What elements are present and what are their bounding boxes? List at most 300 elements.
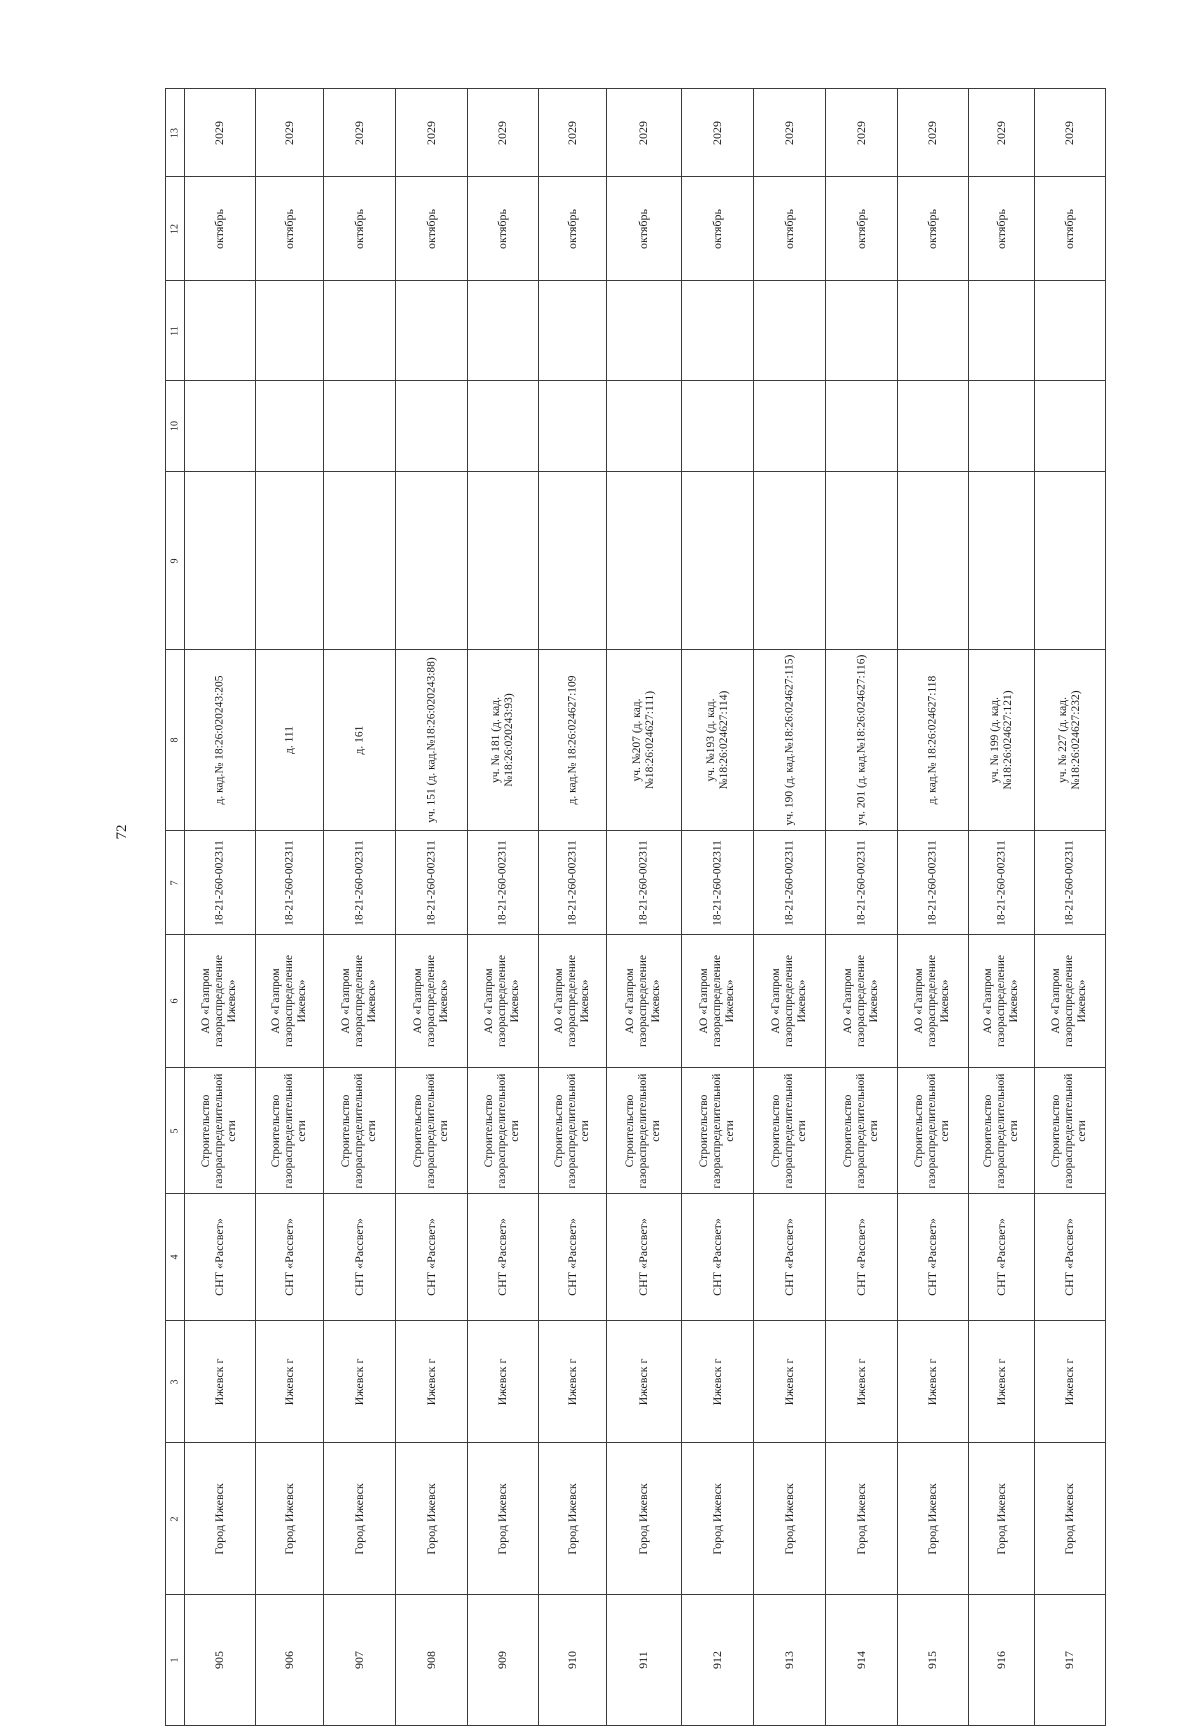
table-cell (969, 1194, 1035, 1321)
table-cell (185, 1321, 256, 1443)
table-cell (969, 650, 1035, 831)
table-cell (256, 831, 324, 935)
table-cell (468, 1443, 539, 1595)
table-cell (826, 177, 898, 281)
table-cell (185, 177, 256, 281)
cell-year: 2029 (495, 120, 510, 145)
cell-address: д. кад.№ 18:26:024627:109 (565, 675, 578, 805)
table-cell (185, 650, 256, 831)
column-number: 10 (169, 421, 181, 431)
table-cell (468, 1068, 539, 1194)
table-cell (754, 1321, 826, 1443)
cell-year: 2029 (351, 120, 366, 145)
table-cell (468, 1194, 539, 1321)
table-cell (826, 1321, 898, 1443)
cell-row-number: 910 (564, 1651, 579, 1669)
document-table (165, 88, 1106, 1726)
table-cell (969, 935, 1035, 1068)
table-cell (826, 1194, 898, 1321)
cell-organization: АО «Газпром газораспределение Ижевск» (411, 954, 451, 1048)
field-row-city (166, 1321, 1106, 1443)
table-cell (1035, 650, 1106, 831)
cell-year: 2029 (636, 120, 651, 145)
cell-month: октябрь (925, 208, 940, 249)
cell-district: Город Ижевск (925, 1482, 940, 1555)
cell-address: уч. № 199 (д. кад.№18:26:024627:121) (988, 690, 1014, 790)
table-cell (969, 281, 1035, 381)
table-header-cell (166, 177, 185, 281)
column-number: 5 (169, 1128, 181, 1133)
cell-work-type: Строительство газораспределительной сети (483, 1073, 522, 1188)
cell-work-type: Строительство газораспределительной сети (200, 1073, 239, 1188)
column-number: 13 (169, 127, 181, 138)
table-cell (1035, 381, 1106, 472)
cell-city: Ижевск г (281, 1358, 296, 1405)
table-cell (969, 381, 1035, 472)
field-row-col-10 (166, 381, 1106, 472)
table-cell (185, 472, 256, 650)
cell-settlement: СНТ «Рассвет» (423, 1218, 438, 1296)
table-cell (682, 1321, 754, 1443)
table-cell (607, 935, 682, 1068)
table-cell (607, 472, 682, 650)
cell-code: 18-21-260-002311 (926, 839, 939, 926)
cell-organization: АО «Газпром газораспределение Ижевск» (981, 954, 1021, 1048)
table-cell (539, 1068, 607, 1194)
cell-settlement: СНТ «Рассвет» (564, 1218, 579, 1296)
table-cell (607, 89, 682, 177)
cell-year: 2029 (925, 120, 940, 145)
table-cell (324, 177, 396, 281)
cell-code: 18-21-260-002311 (854, 839, 867, 926)
table-cell (607, 1321, 682, 1443)
cell-city: Ижевск г (709, 1358, 724, 1405)
cell-month: октябрь (853, 208, 868, 249)
table-cell (754, 381, 826, 472)
table-cell (754, 1595, 826, 1726)
table-cell (969, 831, 1035, 935)
field-row-address (166, 650, 1106, 831)
table-cell (826, 381, 898, 472)
cell-code: 18-21-260-002311 (994, 839, 1007, 926)
table-cell (468, 831, 539, 935)
cell-district: Город Ижевск (709, 1482, 724, 1555)
table-cell (396, 1068, 468, 1194)
table-cell (607, 1068, 682, 1194)
table-header-cell (166, 1595, 185, 1726)
cell-address: уч. № 181 (д. кад.№18:26:020243:93) (489, 693, 515, 787)
table-cell (396, 935, 468, 1068)
table-cell (607, 281, 682, 381)
table-cell (754, 1194, 826, 1321)
cell-organization: АО «Газпром газораспределение Ижевск» (913, 954, 952, 1048)
table-cell (324, 381, 396, 472)
table-cell (898, 281, 969, 381)
table-cell (682, 650, 754, 831)
table-cell (396, 831, 468, 935)
cell-row-number: 909 (495, 1651, 510, 1669)
table-cell (754, 177, 826, 281)
table-cell (396, 381, 468, 472)
cell-row-number: 906 (281, 1651, 296, 1669)
table-cell (969, 177, 1035, 281)
table-cell (396, 281, 468, 381)
cell-address: д. кад.№ 18:26:024627:118 (926, 675, 939, 805)
table-cell (754, 1068, 826, 1194)
table-cell (539, 831, 607, 935)
table-cell (898, 1321, 969, 1443)
cell-row-number: 913 (781, 1651, 796, 1669)
cell-settlement: СНТ «Рассвет» (212, 1218, 227, 1296)
cell-city: Ижевск г (212, 1358, 227, 1405)
table-cell (539, 1595, 607, 1726)
table-cell (468, 935, 539, 1068)
cell-row-number: 915 (925, 1651, 940, 1669)
table-cell (324, 1321, 396, 1443)
cell-row-number: 914 (853, 1651, 868, 1669)
cell-settlement: СНТ «Рассвет» (781, 1218, 796, 1296)
cell-settlement: СНТ «Рассвет» (709, 1218, 724, 1296)
table-cell (396, 472, 468, 650)
table-cell (396, 1321, 468, 1443)
table-cell (256, 1595, 324, 1726)
cell-city: Ижевск г (564, 1358, 579, 1405)
table-cell (682, 831, 754, 935)
cell-month: октябрь (1062, 208, 1077, 249)
table-cell (324, 1194, 396, 1321)
cell-city: Ижевск г (925, 1358, 940, 1405)
column-number: 8 (169, 737, 181, 743)
cell-row-number: 916 (993, 1651, 1008, 1669)
table-cell (1035, 89, 1106, 177)
cell-month: октябрь (709, 208, 724, 249)
table-cell (396, 89, 468, 177)
table-cell (324, 1595, 396, 1726)
cell-address: уч. 201 (д. кад.№18:26:024627:116) (854, 654, 867, 826)
table-cell (898, 1443, 969, 1595)
cell-district: Город Ижевск (351, 1482, 366, 1555)
table-header-cell (166, 935, 185, 1068)
table-cell (1035, 935, 1106, 1068)
cell-row-number: 917 (1062, 1651, 1077, 1669)
cell-month: октябрь (212, 208, 227, 249)
table-cell (468, 177, 539, 281)
table-header-cell (166, 1068, 185, 1194)
cell-organization: АО «Газпром газораспределение Ижевск» (841, 954, 881, 1048)
table-cell (256, 89, 324, 177)
cell-address: уч. 190 (д. кад.№18:26:024627:115) (782, 654, 795, 826)
table-cell (607, 831, 682, 935)
table-cell (468, 281, 539, 381)
table-cell (539, 177, 607, 281)
table-cell (607, 1595, 682, 1726)
cell-work-type: Строительство газораспределительной сети (697, 1073, 737, 1188)
cell-year: 2029 (281, 120, 296, 145)
table-cell (826, 472, 898, 650)
table-cell (898, 1068, 969, 1194)
cell-code: 18-21-260-002311 (352, 839, 365, 926)
table-cell (539, 89, 607, 177)
cell-month: октябрь (495, 208, 510, 249)
cell-settlement: СНТ «Рассвет» (1062, 1218, 1077, 1296)
cell-code: 18-21-260-002311 (1063, 839, 1076, 926)
table-cell (396, 1443, 468, 1595)
table-cell (468, 1595, 539, 1726)
cell-city: Ижевск г (781, 1358, 796, 1405)
cell-work-type: Строительство газораспределительной сети (269, 1073, 309, 1188)
table-cell (682, 1068, 754, 1194)
table-cell (969, 1443, 1035, 1595)
table-cell (969, 1595, 1035, 1726)
table-cell (185, 1068, 256, 1194)
table-header-cell (166, 281, 185, 381)
cell-work-type: Строительство газораспределительной сети (552, 1073, 592, 1188)
table-cell (969, 1068, 1035, 1194)
table-cell (682, 1595, 754, 1726)
table-cell (1035, 472, 1106, 650)
table-cell (682, 89, 754, 177)
table-cell (185, 1194, 256, 1321)
table-cell (826, 935, 898, 1068)
table-cell (185, 1443, 256, 1595)
cell-work-type: Строительство газораспределительной сети (981, 1073, 1021, 1188)
table-cell (468, 650, 539, 831)
table-cell (256, 1068, 324, 1194)
table-cell (682, 1194, 754, 1321)
table-cell (1035, 1321, 1106, 1443)
field-row-district (166, 1443, 1106, 1595)
cell-month: октябрь (351, 208, 366, 249)
cell-year: 2029 (709, 120, 724, 145)
table-cell (324, 1443, 396, 1595)
cell-code: 18-21-260-002311 (637, 839, 650, 926)
cell-year: 2029 (212, 120, 227, 145)
field-row-year (166, 89, 1106, 177)
cell-settlement: СНТ «Рассвет» (853, 1218, 868, 1296)
cell-organization: АО «Газпром газораспределение Ижевск» (1050, 954, 1089, 1048)
table-cell (682, 177, 754, 281)
table-cell (256, 381, 324, 472)
cell-row-number: 908 (423, 1651, 438, 1669)
cell-work-type: Строительство газораспределительной сети (339, 1073, 379, 1188)
cell-city: Ижевск г (636, 1358, 651, 1405)
field-row-col-9 (166, 472, 1106, 650)
cell-organization: АО «Газпром газораспределение Ижевск» (769, 954, 809, 1048)
column-number: 9 (169, 558, 181, 563)
table-cell (185, 1595, 256, 1726)
table-cell (324, 89, 396, 177)
cell-row-number: 907 (351, 1651, 366, 1669)
table-cell (539, 650, 607, 831)
table-cell (256, 650, 324, 831)
cell-month: октябрь (281, 208, 296, 249)
table-cell (898, 381, 969, 472)
table-cell (969, 89, 1035, 177)
cell-settlement: СНТ «Рассвет» (495, 1218, 510, 1296)
field-row-col-11 (166, 281, 1106, 381)
cell-work-type: Строительство газораспределительной сети (769, 1073, 809, 1188)
table-cell (682, 381, 754, 472)
cell-city: Ижевск г (423, 1358, 438, 1405)
table-cell (898, 1194, 969, 1321)
table-cell (324, 650, 396, 831)
table-cell (539, 935, 607, 1068)
table-cell (607, 1443, 682, 1595)
cell-work-type: Строительство газораспределительной сети (913, 1073, 952, 1188)
table-cell (396, 1194, 468, 1321)
cell-work-type: Строительство газораспределительной сети (411, 1073, 451, 1188)
cell-settlement: СНТ «Рассвет» (281, 1218, 296, 1296)
cell-code: 18-21-260-002311 (565, 839, 578, 926)
table-cell (607, 650, 682, 831)
cell-district: Город Ижевск (495, 1482, 510, 1555)
cell-month: октябрь (564, 208, 579, 249)
cell-month: октябрь (781, 208, 796, 249)
table-cell (1035, 1068, 1106, 1194)
cell-organization: АО «Газпром газораспределение Ижевск» (269, 954, 309, 1048)
cell-organization: АО «Газпром газораспределение Ижевск» (624, 954, 663, 1048)
table-cell (396, 650, 468, 831)
table-cell (826, 281, 898, 381)
table-cell (539, 1194, 607, 1321)
table-cell (1035, 177, 1106, 281)
table-cell (185, 935, 256, 1068)
cell-month: октябрь (993, 208, 1008, 249)
table-cell (256, 935, 324, 1068)
table-cell (607, 381, 682, 472)
field-row-month (166, 177, 1106, 281)
cell-address: д. 161 (352, 725, 365, 755)
cell-code: 18-21-260-002311 (282, 839, 295, 926)
field-row-code (166, 831, 1106, 935)
cell-organization: АО «Газпром газораспределение Ижевск» (552, 954, 592, 1048)
table-cell (682, 935, 754, 1068)
cell-address: д. 111 (282, 726, 295, 754)
cell-address: уч. №207 (д. кад.№18:26:024627:111) (630, 690, 656, 790)
cell-district: Город Ижевск (564, 1482, 579, 1555)
table-cell (754, 1443, 826, 1595)
table-cell (256, 177, 324, 281)
table-cell (324, 1068, 396, 1194)
cell-city: Ижевск г (495, 1358, 510, 1405)
table-cell (324, 935, 396, 1068)
cell-month: октябрь (636, 208, 651, 249)
cell-year: 2029 (1062, 120, 1077, 145)
table-cell (324, 472, 396, 650)
cell-settlement: СНТ «Рассвет» (351, 1218, 366, 1296)
table-cell (468, 472, 539, 650)
table-cell (1035, 1194, 1106, 1321)
table-cell (396, 1595, 468, 1726)
table-cell (1035, 1443, 1106, 1595)
cell-organization: АО «Газпром газораспределение Ижевск» (200, 954, 239, 1048)
table-cell (754, 472, 826, 650)
column-number: 3 (169, 1379, 181, 1384)
table-cell (468, 1321, 539, 1443)
table-cell (324, 831, 396, 935)
table-cell (898, 831, 969, 935)
table-cell (826, 650, 898, 831)
table-cell (898, 472, 969, 650)
column-number: 11 (169, 325, 181, 336)
table-cell (539, 1321, 607, 1443)
column-number: 6 (169, 998, 181, 1004)
table-cell (826, 89, 898, 177)
table-cell (754, 831, 826, 935)
table-cell (185, 381, 256, 472)
table-cell (539, 381, 607, 472)
cell-address: уч. № 227 (д. кад.№18:26:024627:232) (1056, 690, 1082, 790)
cell-code: 18-21-260-002311 (424, 839, 437, 926)
table-cell (256, 1194, 324, 1321)
field-row-settlement (166, 1194, 1106, 1321)
table-header-cell (166, 1443, 185, 1595)
column-number: 7 (169, 880, 181, 885)
field-row-work-type (166, 1068, 1106, 1194)
table-cell (539, 472, 607, 650)
column-number: 2 (169, 1516, 181, 1521)
cell-organization: АО «Газпром газораспределение Ижевск» (483, 954, 522, 1048)
table-cell (826, 831, 898, 935)
table-cell (539, 281, 607, 381)
field-row-row-number (166, 1595, 1106, 1726)
cell-year: 2029 (993, 120, 1008, 145)
table-cell (1035, 281, 1106, 381)
cell-district: Город Ижевск (636, 1482, 651, 1555)
cell-row-number: 911 (636, 1651, 651, 1669)
cell-code: 18-21-260-002311 (782, 839, 795, 926)
cell-settlement: СНТ «Рассвет» (993, 1218, 1008, 1296)
cell-district: Город Ижевск (423, 1482, 438, 1555)
table-cell (898, 177, 969, 281)
field-row-organization (166, 935, 1106, 1068)
table-cell (607, 177, 682, 281)
cell-work-type: Строительство газораспределительной сети (624, 1073, 663, 1188)
table-cell (898, 89, 969, 177)
cell-organization: АО «Газпром газораспределение Ижевск» (697, 954, 737, 1048)
table-cell (898, 935, 969, 1068)
table-cell (185, 281, 256, 381)
cell-year: 2029 (853, 120, 868, 145)
cell-district: Город Ижевск (853, 1482, 868, 1555)
table-cell (256, 1321, 324, 1443)
cell-code: 18-21-260-002311 (710, 839, 723, 926)
cell-month: октябрь (423, 208, 438, 249)
table-cell (754, 650, 826, 831)
cell-year: 2029 (423, 120, 438, 145)
table-cell (682, 1443, 754, 1595)
cell-year: 2029 (781, 120, 796, 145)
cell-district: Город Ижевск (281, 1482, 296, 1555)
cell-address: уч. №193 (д. кад.№18:26:024627:114) (704, 690, 730, 790)
table-header-cell (166, 472, 185, 650)
table-cell (1035, 1595, 1106, 1726)
table-cell (468, 89, 539, 177)
cell-city: Ижевск г (351, 1358, 366, 1405)
table-header-cell (166, 650, 185, 831)
table-cell (826, 1595, 898, 1726)
cell-city: Ижевск г (853, 1358, 868, 1405)
table-cell (607, 1194, 682, 1321)
cell-address: д. кад.№ 18:26:020243:205 (213, 675, 226, 805)
column-number: 4 (169, 1254, 181, 1260)
cell-district: Город Ижевск (1062, 1482, 1077, 1555)
table-cell (682, 472, 754, 650)
cell-settlement: СНТ «Рассвет» (636, 1218, 651, 1296)
cell-code: 18-21-260-002311 (496, 839, 509, 926)
cell-district: Город Ижевск (781, 1482, 796, 1555)
table-cell (898, 1595, 969, 1726)
